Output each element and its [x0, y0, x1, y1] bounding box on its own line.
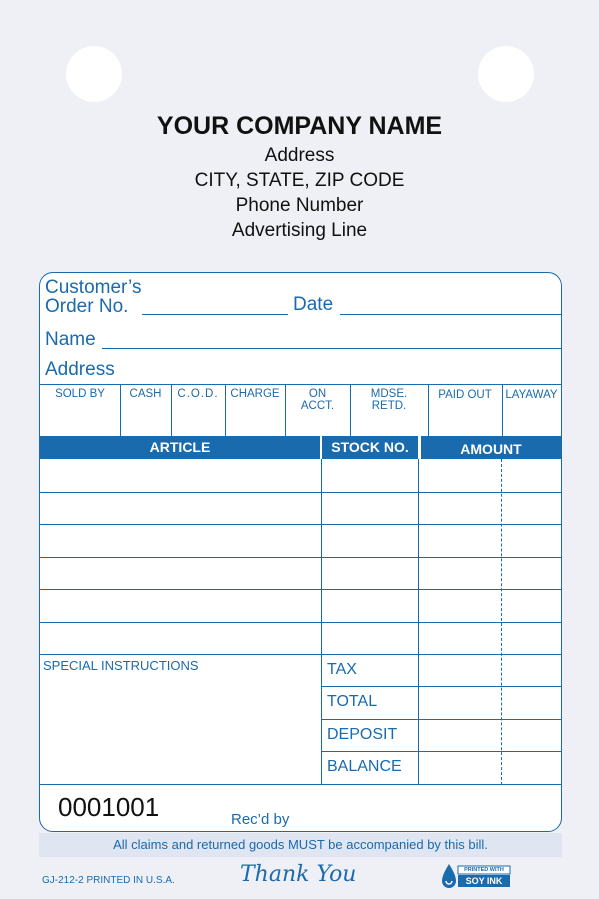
thank-you: Thank You: [240, 862, 357, 887]
name-field[interactable]: [102, 348, 561, 349]
mdse-label: MDSE.: [370, 388, 408, 400]
article-header: ARTICLE: [40, 436, 320, 459]
advertising-line: Advertising Line: [231, 220, 368, 241]
soy-top-text: PRINTED WITH: [464, 867, 504, 873]
company-city: CITY, STATE, ZIP CODE: [194, 170, 405, 191]
date-label: Date: [293, 294, 334, 315]
company-phone: Phone Number: [235, 195, 364, 216]
amount-header: AMOUNT: [421, 436, 561, 459]
soy-ink-logo: [440, 862, 512, 890]
punch-hole-right: [478, 46, 534, 102]
company-name: YOUR COMPANY NAME: [156, 112, 443, 140]
soy-bottom-text: SOY INK: [465, 876, 503, 886]
order-no-field[interactable]: [142, 314, 288, 315]
deposit-label: DEPOSIT: [327, 726, 398, 743]
acct-label: ACCT.: [300, 400, 335, 412]
layaway-label: LAYAWAY: [505, 389, 558, 401]
sold-by-label: SOLD BY: [55, 388, 105, 400]
order-no-label: Order No.: [45, 296, 129, 317]
sales-form: [39, 272, 562, 832]
date-field[interactable]: [340, 314, 561, 315]
total-label: TOTAL: [327, 693, 378, 710]
form-code: GJ-212-2 PRINTED IN U.S.A.: [42, 875, 175, 886]
tax-label: TAX: [327, 661, 357, 678]
cash-label: CASH: [129, 388, 162, 400]
claims-notice: All claims and returned goods MUST be accompanied by this bill.: [39, 833, 562, 857]
stock-no-header: STOCK NO.: [322, 436, 418, 459]
charge-label: CHARGE: [230, 388, 280, 400]
address-field[interactable]: [40, 384, 561, 385]
name-label: Name: [45, 329, 96, 350]
punch-hole-left: [66, 46, 122, 102]
on-label: ON: [308, 388, 327, 400]
balance-label: BALANCE: [327, 758, 402, 775]
address-label: Address: [45, 359, 115, 380]
retd-label: RETD.: [371, 400, 407, 412]
special-instructions-label: SPECIAL INSTRUCTIONS: [43, 658, 199, 673]
cod-label: C.O.D.: [177, 388, 219, 400]
customers-label: Customer’s: [45, 277, 142, 298]
recd-by-label: Rec’d by: [231, 811, 290, 828]
form-number: 0001001: [58, 792, 160, 822]
paid-out-label: PAID OUT: [438, 389, 492, 401]
company-address: Address: [264, 145, 335, 166]
